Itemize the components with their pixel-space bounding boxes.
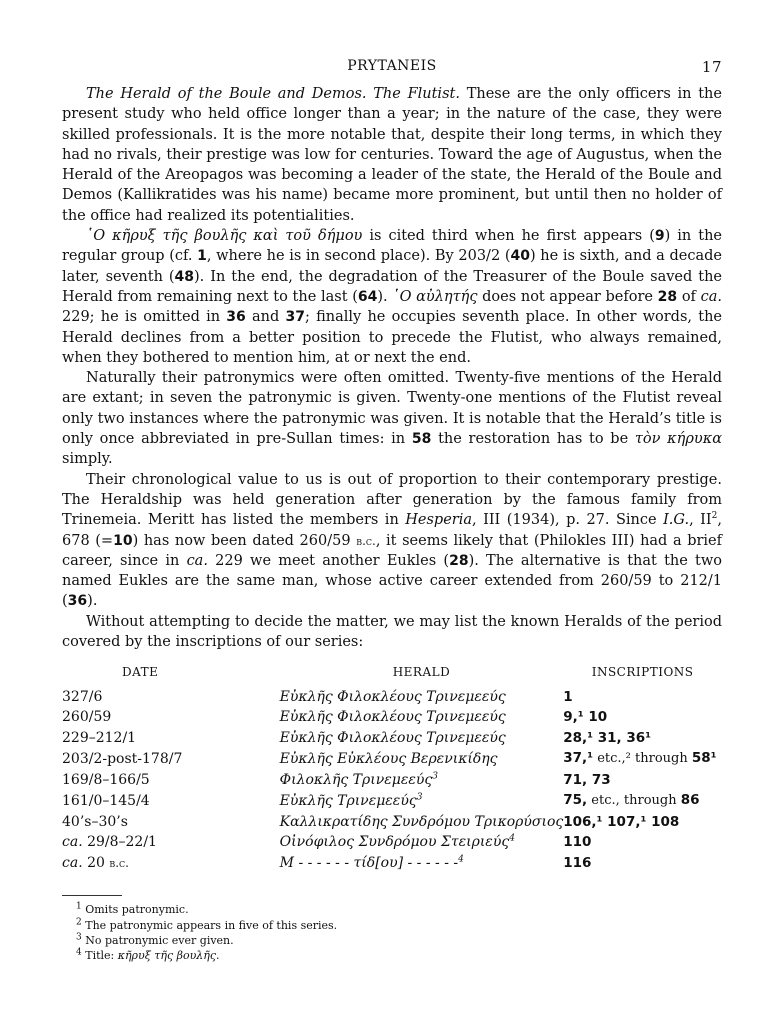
footnote: $^1$ Omits patronymic. (76, 901, 189, 917)
paragraph-chronology: Their chronological value to us is out of proportion to their contemporary prestige. The Heraldship was held generation after generation by the famous family from Trinemeia. Meritt has listed the members in Hesperia, III (1934), p. 27. Since I.G., $II^2$, 678 (=10) has now been dated 260/59 b.c., it seems likely that (Philokles III) had a brief career, since in ca. 229 we meet another Eukles (28). The alternative is that the two named Eukles are the same man, whose active career extended from 260/59 to 212/1 (36). (62, 471, 722, 610)
citation-ig: I.G. (663, 512, 690, 529)
body-text (62, 84, 722, 652)
inscription-ref: 9 (654, 228, 665, 245)
greek-phrase: ῾Ο κῆρυξ τῆς βουλῆς καὶ τοῦ δήμου (86, 228, 363, 245)
inscription-ref: 40 (510, 248, 530, 265)
running-head (62, 56, 722, 84)
table-row: 203/2-post-178/7 Εὐκλῆς Εὐκλέους Βερενικίδης 37,¹ etc.,² through 58¹ (62, 750, 717, 767)
page-number: 17 (701, 58, 722, 76)
table-row: ca. 20 b.c. Μ - - - - - - τίδ[ου] - - - - - -$^4$ 116 (62, 854, 592, 871)
inscription-ref: 48 (174, 268, 195, 285)
inscription-ref: 36 (226, 309, 246, 326)
table-row: 327/6 Εὐκλῆς Φιλοκλέους Τρινεμεεύς 1 (62, 688, 573, 705)
running-title: PRYTANEIS (347, 58, 437, 74)
paragraph-patronymics: Naturally their patronymics were often omitted. Twenty-five mentions of the Herald are extant; in seven the patronymic is given. Twenty-one mentions of the Flutist reveal only two instances where the patronymic was given. It is notable that the Herald’s title is only once abbreviated in pre-Sullan times: in 58 the restoration has to be τὸν κήρυκα simply. (62, 370, 722, 468)
footnote-rule (62, 895, 122, 896)
table-row: 260/59 Εὐκλῆς Φιλοκλέους Τρινεμεεύς 9,¹ 10 (62, 709, 608, 726)
column-header-date: DATE (122, 665, 159, 680)
paragraph-herald-rank: ῾Ο κῆρυξ τῆς βουλῆς καὶ τοῦ δήμου is cited third when he first appears (9) in the regular group (cf. 1, where he is in second place). By 203/2 (40) he is sixth, and a decade later, seventh (48). In the end, the degradation of the Treasurer of the Boule saved the Herald from remaining next to the last (64). ῾Ο αὐλητής does not appear before 28 of ca. 229; he is omitted in 36 and 37; finally he occupies seventh place. In other words, the Herald declines from a better position to precede the Flutist, who always remained, when they bothered to mention him, at or next the end. (62, 228, 722, 366)
table-row: 229–212/1 Εὐκλῆς Φιλοκλέους Τρινεμεεύς 28,¹ 31, 36¹ (62, 729, 652, 746)
column-header-herald: HERALD (392, 665, 451, 680)
inscription-ref: 64 (357, 288, 378, 305)
table-row: 161/0–145/4 Εὐκλῆς Τρινεμεεύς$^3$ 75, etc., through 86 (62, 792, 700, 809)
footnotes (62, 902, 722, 963)
inscription-ref: 28 (449, 552, 469, 569)
column-header-inscriptions: INSCRIPTIONS (591, 665, 694, 680)
paragraph-herald-flutist: The Herald of the Boule and Demos. The Flutist. These are the only officers in the present study who held office longer than a year; in the nature of the case, they were skilled professionals. It is the more notable that, despite their long terms, in which they had no rivals, their prestige was low for centuries. Toward the age of Augustus, when the Herald of the Areopagos was becoming a leader of the state, the Herald of the Boule and Demos (Kallikratides was his name) became more prominent, but until then no holder of the office had realized its potentialities. (62, 86, 722, 224)
inscription-ref: 36 (67, 593, 88, 610)
footnote: $^3$ No patronymic ever given. (76, 932, 234, 947)
inscription-ref: 28 (657, 288, 678, 305)
table-row: 169/8–166/5 Φιλοκλῆς Τρινεμεεύς$^3$ 71, 73 (62, 771, 611, 788)
table-row: 40’s–30’s Καλλικρατίδης Συνδρόμου Τρικορύσιος 106,¹ 107,¹ 108 (62, 813, 680, 830)
paragraph-list-intro: Without attempting to decide the matter, we may list the known Heralds of the period covered by the inscriptions of our series: (62, 613, 722, 651)
citation-hesperia: Hesperia (405, 512, 473, 529)
inscription-ref: 58 (411, 431, 432, 448)
footnote: $^4$ Title: κῆρυξ τῆς βουλῆς. (76, 947, 220, 962)
inscription-ref: 10 (113, 532, 133, 549)
table-row: ca. 29/8–22/1 Οἰνόφιλος Συνδρόμου Στειριεύς$^4$ 110 (62, 833, 592, 851)
greek-phrase: ῾Ο αὐλητής (392, 288, 478, 305)
heralds-table (62, 660, 722, 873)
footnote: $^2$ The patronymic appears in five of this series. (76, 916, 338, 932)
table-header-row (62, 660, 722, 687)
greek-phrase: τὸν κήρυκα (634, 431, 722, 448)
inscription-ref: 37 (285, 309, 305, 326)
inscription-ref: 1 (197, 248, 207, 265)
section-heading: The Herald of the Boule and Demos. The Flutist. (86, 86, 460, 102)
page (62, 56, 722, 963)
